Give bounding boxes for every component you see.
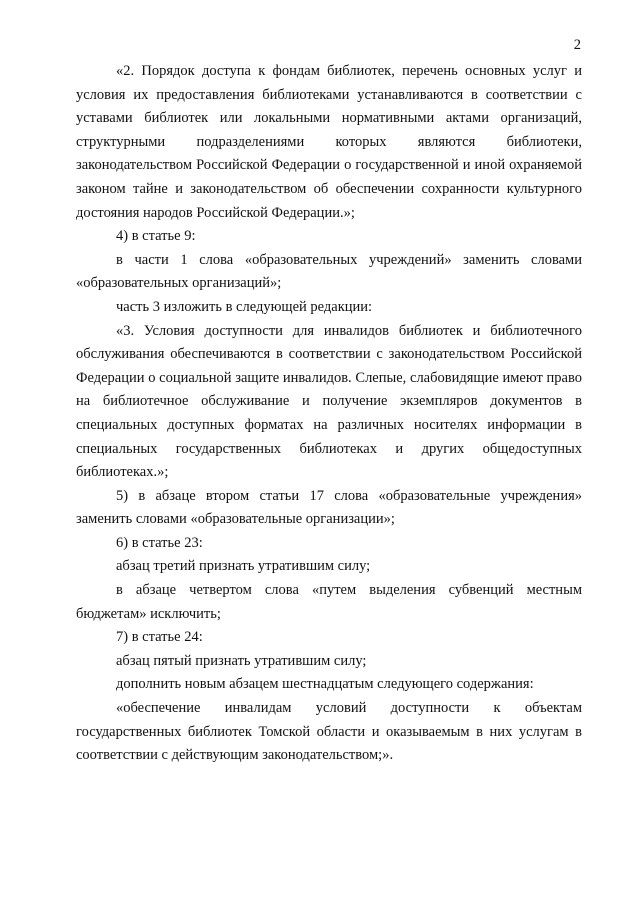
paragraph-article-2-quote: «2. Порядок доступа к фондам библиотек, перечень основных услуг и условия их предоставления библиотеками устанавливаются в соответствии с уставами библиотек или локальными нормативными актами организаций, структурными подразделениями которых являются библиотеки, законодательством Российской Федерации о государственной и иной охраняемой законом тайне и законодательством об обеспечении сохранности культурного достояния народов Российской Федерации.»; [76, 63, 582, 221]
paragraph-article-23-para-4: в абзаце четвертом слова «путем выделения субвенций местным бюджетам» исключить; [76, 582, 582, 622]
paragraph-article-9-part-3-intro: часть 3 изложить в следующей редакции: [116, 298, 373, 315]
document-body [76, 60, 582, 768]
paragraph-article-24-add-para-16: дополнить новым абзацем шестнадцатым следующего содержания: [116, 676, 534, 693]
paragraph-article-24-para-5: абзац пятый признать утратившим силу; [116, 652, 367, 669]
paragraph-article-24-para-16-quote: «обеспечение инвалидам условий доступности к объектам государственных библиотек Томской области и оказываемым в них услугам в соответствии с действующим законодательством;». [76, 700, 582, 764]
paragraph-item-7: 7) в статье 24: [116, 629, 203, 646]
page-number: 2 [573, 37, 581, 53]
paragraph-article-9-part-3-quote: «3. Условия доступности для инвалидов библиотек и библиотечного обслуживания обеспечиваются в соответствии с законодательством Российской Федерации о социальной защите инвалидов. Слепые, слабовидящие имеют право на библиотечное обслуживание и получение экземпляров документов в специальных доступных форматах на различных носителях информации в специальных государственных библиотеках и других общедоступных библиотеках.»; [76, 322, 582, 481]
paragraph-item-5: 5) в абзаце втором статьи 17 слова «образовательные учреждения» заменить словами «образовательные организации»; [76, 487, 582, 528]
paragraph-article-9-part-1: в части 1 слова «образовательных учреждений» заменить словами «образовательных организаций»; [76, 251, 582, 292]
paragraph-item-6: 6) в статье 23: [116, 534, 203, 551]
paragraph-article-23-para-3: абзац третий признать утратившим силу; [116, 558, 371, 575]
paragraph-item-4: 4) в статье 9: [116, 228, 196, 245]
